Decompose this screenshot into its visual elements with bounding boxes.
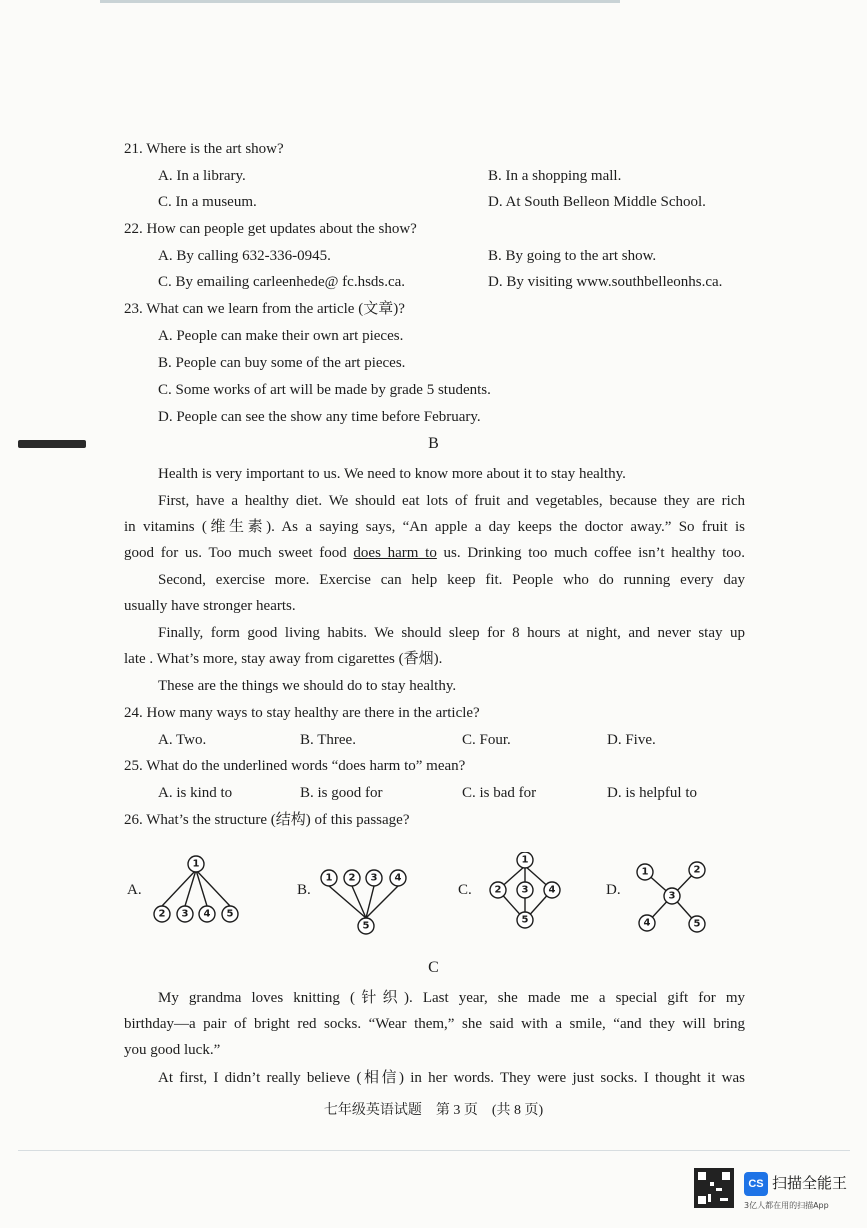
qr-code-icon [694,1168,734,1208]
section-b-p1: Health is very important to us. We need to know more about it to stay healthy. [158,466,626,482]
section-b-p2-line2: in vitamins (维生素). As a saying says, “An apple a day keeps the doctor away.” So fruit is [124,519,745,535]
diagram-a-node-1 [188,856,204,872]
scanner-logo: CS [744,1172,768,1196]
svg-text:4: 4 [643,917,651,929]
diagram-d-label: D. [606,882,621,898]
diagram-b-node-2 [344,870,360,886]
section-c-p2-line1: At first, I didn’t really believe (相信) in her words. They were just socks. I thought it was [158,1070,745,1086]
q21-option-c: C. In a museum. [158,194,257,210]
scanner-tagline: 3亿人都在用的扫描App [744,1201,829,1210]
section-b-p2-line1: First, have a healthy diet. We should eat lots of fruit and vegetables, because they are rich [158,493,745,509]
section-c-heading: C [428,959,439,976]
q21-option-d: D. At South Belleon Middle School. [488,194,706,210]
section-b-p3-line2: usually have stronger hearts. [124,598,296,614]
svg-text:4: 4 [394,872,402,884]
svg-text:5: 5 [362,920,370,932]
svg-text:5: 5 [226,908,234,920]
q22-option-a: A. By calling 632-336-0945. [158,248,331,264]
diagram-a-node-3 [177,906,193,922]
scan-bottom-edge [18,1150,850,1151]
scanner-app-name: 扫描全能王 [772,1174,848,1192]
q22-option-d: D. By visiting www.southbelleonhs.ca. [488,274,723,290]
q25-stem: 25. What do the underlined words “does harm to” mean? [124,758,466,774]
section-b-heading: B [428,435,439,452]
q24-option-d: D. Five. [607,732,656,748]
q23-stem: 23. What can we learn from the article (文章)? [124,301,405,317]
svg-text:3: 3 [668,890,676,902]
page-footer: 七年级英语试题 第 3 页 (共 8 页) [323,1103,544,1118]
svg-text:4: 4 [203,908,211,920]
q25-option-c: C. is bad for [462,785,537,801]
q26-stem: 26. What’s the structure (结构) of this passage? [124,812,410,828]
svg-text:3: 3 [181,908,189,920]
q21-option-b: B. In a shopping mall. [488,168,622,184]
section-c-p1-line3: you good luck.” [124,1042,221,1058]
q23-option-b: B. People can buy some of the art pieces. [158,355,406,371]
q24-stem: 24. How many ways to stay healthy are there in the article? [124,705,480,721]
diagram-d-node-5 [689,916,705,932]
diagram-c-node-5 [517,912,533,928]
q23-option-c: C. Some works of art will be made by grade 5 students. [158,382,491,398]
q24-option-a: A. Two. [158,732,207,748]
section-c-p1-line1: My grandma loves knitting (针织). Last year, she made me a special gift for my [158,990,745,1006]
svg-text:1: 1 [192,858,200,870]
p2-line3-pre: good for us. Too much sweet food [124,545,354,561]
svg-text:2: 2 [693,864,701,876]
q25-option-b: B. is good for [300,785,383,801]
diagram-a-node-2 [154,906,170,922]
q24-option-c: C. Four. [462,732,511,748]
svg-text:3: 3 [521,884,529,896]
svg-text:1: 1 [641,866,649,878]
diagram-b-label: B. [297,882,311,898]
svg-text:4: 4 [548,884,556,896]
section-b-p4-line2: late . What’s more, stay away from cigarettes (香烟). [124,651,443,667]
svg-text:2: 2 [494,884,502,896]
p2-line3-post: us. Drinking too much coffee isn’t healthy too. [436,545,745,561]
q24-option-b: B. Three. [300,732,356,748]
svg-text:1: 1 [325,872,333,884]
underlined-phrase: does harm to [353,545,437,561]
diagram-d-node-2 [689,862,705,878]
section-c-p1-line2: birthday—a pair of bright red socks. “Wear them,” she said with a smile, “and they will bring [124,1016,745,1032]
diagram-b-node-4 [390,870,406,886]
diagram-a-node-5 [222,906,238,922]
section-b-p3-line1: Second, exercise more. Exercise can help keep fit. People who do running every day [158,572,745,588]
q23-option-a: A. People can make their own art pieces. [158,328,404,344]
svg-text:2: 2 [158,908,166,920]
q23-option-d: D. People can see the show any time before February. [158,409,481,425]
diagram-c-label: C. [458,882,472,898]
svg-text:5: 5 [521,914,529,926]
svg-text:2: 2 [348,872,356,884]
diagram-c-node-3 [517,882,533,898]
section-b-p2-line3 [124,543,745,563]
diagram-d-node-3 [664,888,680,904]
diagram-a-node-4 [199,906,215,922]
diagram-c-node-2 [490,882,506,898]
q25-option-d: D. is helpful to [607,785,697,801]
scan-top-edge [100,0,620,3]
svg-text:5: 5 [693,918,701,930]
q25-option-a: A. is kind to [158,785,233,801]
diagram-b [315,852,415,942]
diagram-d [628,852,728,942]
section-b-p5: These are the things we should do to stay healthy. [158,678,457,694]
diagram-c-node-4 [544,882,560,898]
q22-stem: 22. How can people get updates about the show? [124,221,417,237]
q21-option-a: A. In a library. [158,168,246,184]
diagram-b-node-3 [366,870,382,886]
diagram-a-label: A. [127,882,142,898]
q21-stem: 21. Where is the art show? [124,141,284,157]
q22-option-c: C. By emailing carleenhede@ fc.hsds.ca. [158,274,406,290]
diagram-a [150,852,250,932]
q22-option-b: B. By going to the art show. [488,248,657,264]
diagram-d-node-4 [639,915,655,931]
diagram-b-node-1 [321,870,337,886]
svg-text:1: 1 [521,854,529,866]
diagram-c [480,852,580,942]
diagram-b-node-5 [358,918,374,934]
svg-text:3: 3 [370,872,378,884]
diagram-c-node-1 [517,852,533,868]
section-b-p4-line1: Finally, form good living habits. We should sleep for 8 hours at night, and never stay up [158,625,745,641]
diagram-d-node-1 [637,864,653,880]
